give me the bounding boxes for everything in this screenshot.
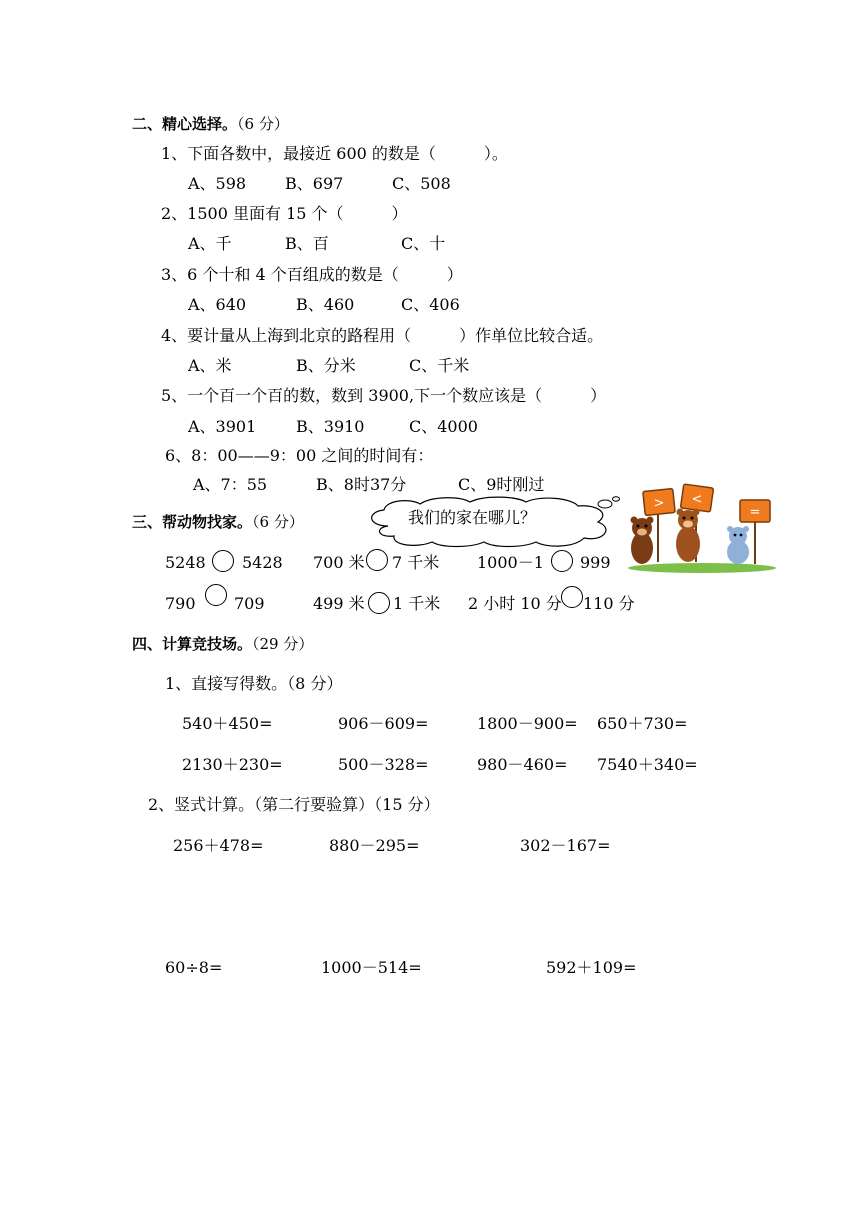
oral-r1-1: 540＋450= (182, 714, 273, 733)
compare-r2c3-right: 110 分 (583, 594, 635, 613)
compare-r1c1-right: 5428 (242, 553, 283, 572)
sign-equals: = (749, 505, 761, 520)
oral-r1-2: 906－609= (338, 714, 429, 733)
compare-r1c1-left: 5248 (165, 553, 206, 572)
q6-option-b: B、8时37分 (316, 475, 407, 494)
question-5: 5、一个百一个百的数，数到 3900,下一个数应该是（ ） (161, 386, 607, 405)
vertical-r2-3: 592＋109= (546, 958, 637, 977)
oral-r2-2: 500－328= (338, 755, 429, 774)
q5-option-b: B、3910 (296, 417, 365, 436)
sign-greater-than: > (653, 496, 665, 511)
vertical-r1-3: 302－167= (520, 836, 611, 855)
section-2-points: （6 分） (237, 115, 289, 133)
q1-option-c: C、508 (392, 174, 451, 193)
compare-r2c3-left: 2 小时 10 分 (468, 594, 562, 613)
section-2-heading (132, 114, 289, 134)
section-4-heading (132, 634, 313, 654)
compare-r1c3-right: 999 (580, 553, 611, 572)
q4-option-a: A、米 (188, 356, 232, 375)
section-3-heading (132, 512, 304, 532)
compare-r2c2-left: 499 米 (313, 594, 365, 613)
answer-circle[interactable] (205, 584, 227, 606)
vertical-r2-2: 1000－514= (321, 958, 422, 977)
thought-bubble-text: 我们的家在哪儿？ (408, 508, 537, 527)
answer-circle[interactable] (561, 586, 583, 608)
subsection-2-title: 2、竖式计算。（第二行要验算）（15 分） (148, 795, 440, 814)
compare-r1c2-left: 700 米 (313, 553, 365, 572)
q3-option-a: A、640 (188, 295, 247, 314)
question-6: 6、8：00——9：00 之间的时间有： (165, 446, 434, 465)
q3-option-b: B、460 (296, 295, 355, 314)
q6-option-c: C、9时刚过 (458, 475, 545, 494)
vertical-r1-2: 880－295= (329, 836, 420, 855)
q2-option-c: C、十 (401, 234, 446, 253)
section-3-title: 三、帮动物找家。 (132, 513, 253, 531)
oral-r2-3: 980－460= (477, 755, 568, 774)
question-1: 1、下面各数中，最接近 600 的数是（ ）。 (161, 144, 508, 163)
question-3: 3、6 个十和 4 个百组成的数是（ ） (161, 265, 463, 284)
section-4-title: 四、计算竞技场。 (132, 635, 253, 653)
subsection-1-title: 1、直接写得数。（8 分） (165, 674, 343, 693)
vertical-r1-1: 256＋478= (173, 836, 264, 855)
answer-circle[interactable] (366, 549, 388, 571)
q3-option-c: C、406 (401, 295, 460, 314)
oral-r2-1: 2130＋230= (182, 755, 283, 774)
question-4: 4、要计量从上海到北京的路程用（ ）作单位比较合适。 (161, 326, 604, 345)
vertical-r2-1: 60÷8= (165, 958, 223, 977)
compare-r1c3-left: 1000－1 (477, 553, 544, 572)
q5-option-a: A、3901 (188, 417, 257, 436)
animals-with-signs-illustration (622, 482, 778, 574)
oral-r2-4: 7540＋340= (597, 755, 698, 774)
compare-r2c1-left: 790 (165, 594, 196, 613)
compare-r2c2-right: 1 千米 (393, 594, 441, 613)
sign-less-than: < (691, 492, 703, 507)
question-2: 2、1500 里面有 15 个（ ） (161, 204, 408, 223)
section-2-title: 二、精心选择。 (132, 115, 238, 133)
answer-circle[interactable] (368, 592, 390, 614)
q4-option-c: C、千米 (409, 356, 470, 375)
compare-r2c1-right: 709 (234, 594, 265, 613)
q4-option-b: B、分米 (296, 356, 356, 375)
oral-r1-3: 1800－900= (477, 714, 578, 733)
q2-option-b: B、百 (285, 234, 329, 253)
section-3-points: （6 分） (252, 513, 304, 531)
oral-r1-4: 650＋730= (597, 714, 688, 733)
compare-r1c2-right: 7 千米 (392, 553, 440, 572)
answer-circle[interactable] (212, 550, 234, 572)
q5-option-c: C、4000 (409, 417, 478, 436)
q6-option-a: A、7：55 (193, 475, 268, 494)
section-4-points: （29 分） (252, 635, 314, 653)
q1-option-b: B、697 (285, 174, 344, 193)
answer-circle[interactable] (551, 550, 573, 572)
q1-option-a: A、598 (188, 174, 247, 193)
q2-option-a: A、千 (188, 234, 232, 253)
